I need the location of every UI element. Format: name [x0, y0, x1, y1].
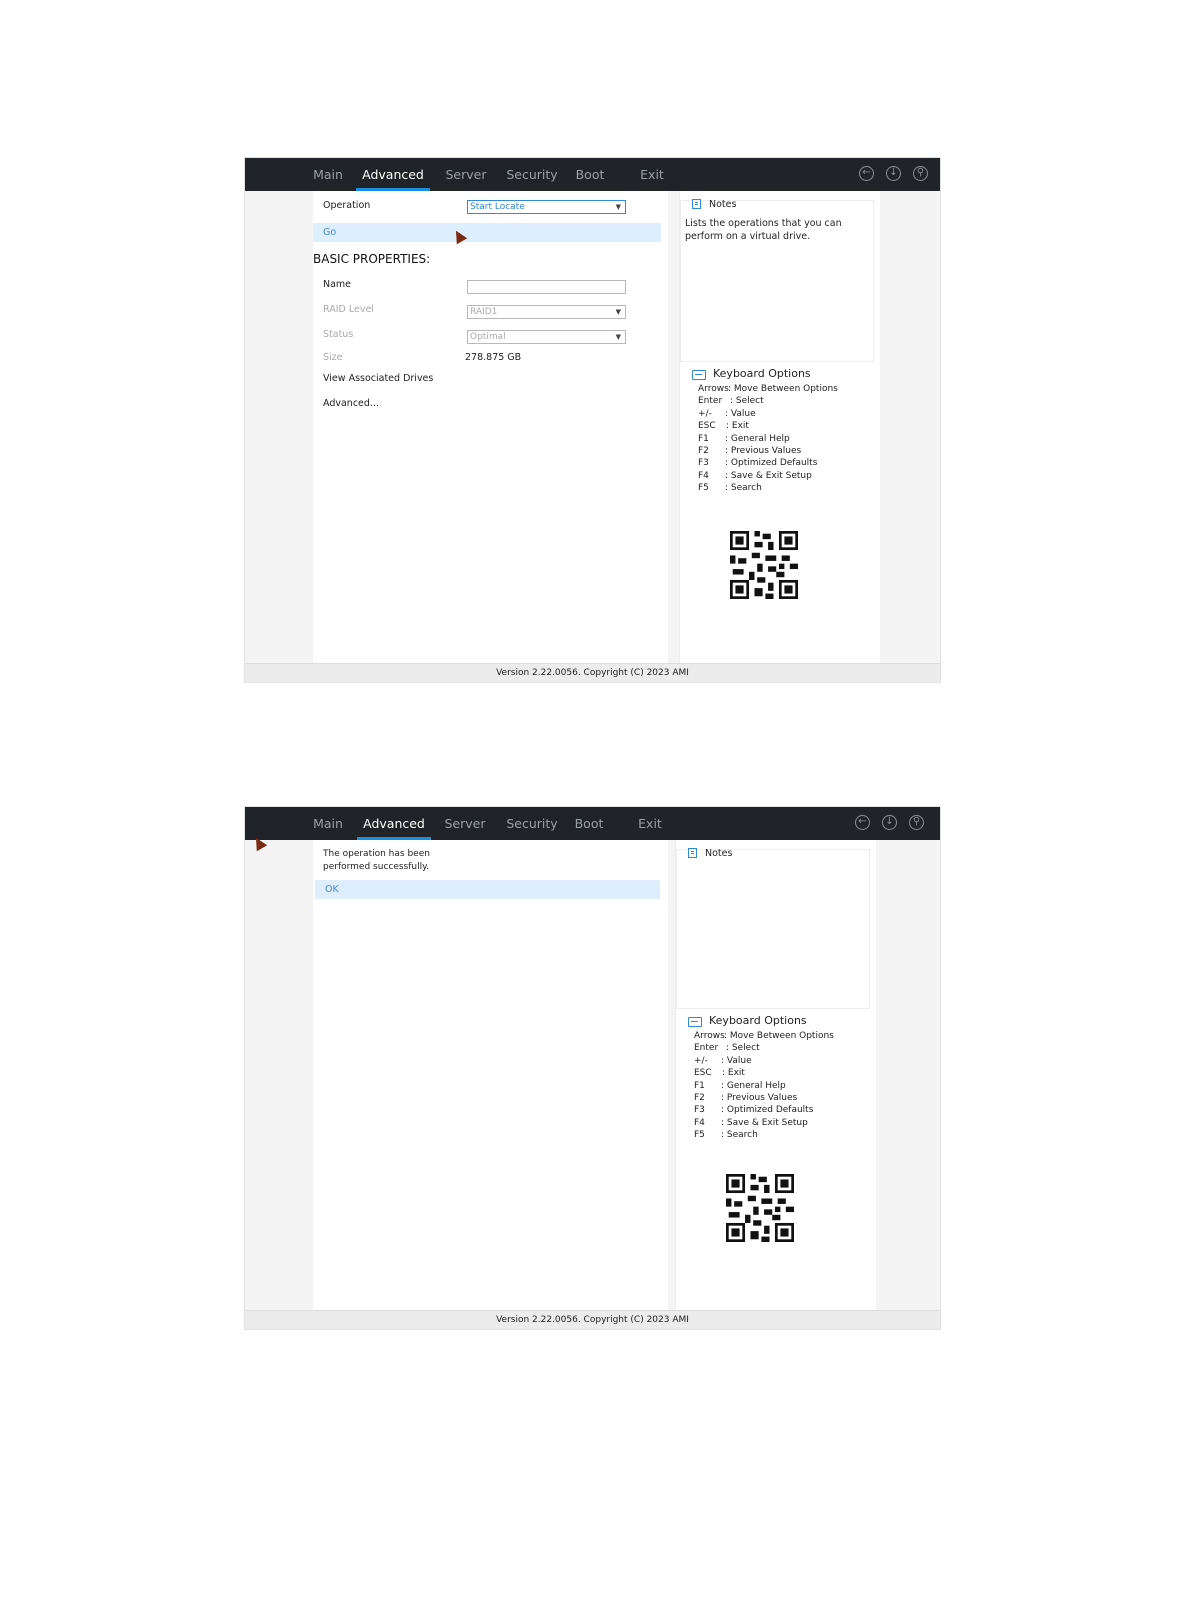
keyboard-icon — [688, 1017, 702, 1027]
notes-text: Lists the operations that you can perform on a virtual drive. — [685, 218, 842, 242]
ok-row[interactable] — [315, 880, 660, 899]
name-label: Name — [323, 279, 352, 290]
search-icon[interactable]: ⚲ — [913, 166, 928, 181]
menu-exit[interactable]: Exit — [640, 167, 664, 182]
menu-main[interactable]: Main — [313, 167, 343, 182]
menu-security[interactable]: Security — [506, 167, 558, 182]
menu-advanced[interactable]: Advanced — [357, 807, 431, 840]
status-label: Status — [323, 329, 354, 340]
save-icon[interactable]: ↓ — [886, 166, 901, 181]
version-footer: Version 2.22.0056. Copyright (C) 2023 AMI — [245, 663, 940, 682]
operation-result-message: The operation has been performed successfully. — [323, 849, 430, 872]
top-menu-bar — [245, 807, 940, 840]
menu-exit[interactable]: Exit — [638, 816, 662, 831]
menu-server[interactable]: Server — [444, 816, 486, 831]
chevron-down-icon: ▼ — [615, 203, 621, 211]
notes-title: Notes — [705, 848, 733, 859]
search-icon[interactable]: ⚲ — [909, 815, 924, 830]
raid-level-label: RAID Level — [323, 304, 374, 315]
notes-title: Notes — [709, 199, 737, 210]
keyboard-options-title: Keyboard Options — [713, 367, 811, 380]
back-icon[interactable]: ← — [859, 166, 874, 181]
notes-box — [676, 849, 870, 1009]
advanced-link[interactable]: Advanced... — [323, 398, 379, 409]
view-associated-drives-link[interactable]: View Associated Drives — [323, 373, 434, 384]
chevron-down-icon: ▼ — [615, 333, 621, 341]
size-label: Size — [323, 352, 343, 363]
menu-boot[interactable]: Boot — [575, 167, 605, 182]
keyboard-options-title: Keyboard Options — [709, 1014, 807, 1027]
status-select — [467, 330, 626, 344]
operation-value: Start Locate — [470, 202, 525, 212]
main-panel — [313, 191, 668, 664]
status-value: Optimal — [470, 332, 506, 342]
back-icon[interactable]: ← — [855, 815, 870, 830]
version-footer: Version 2.22.0056. Copyright (C) 2023 AMI — [245, 1310, 940, 1329]
raid-level-select — [467, 305, 626, 319]
qr-code-icon — [730, 531, 798, 599]
operation-select[interactable] — [467, 200, 626, 214]
bios-screen-advanced-operation — [244, 157, 941, 683]
top-menu-bar — [245, 158, 940, 191]
ok-button[interactable]: OK — [325, 884, 339, 895]
menu-advanced[interactable]: Advanced — [356, 158, 430, 191]
raid-level-value: RAID1 — [470, 307, 498, 317]
name-field[interactable] — [467, 280, 626, 294]
basic-properties-title: BASIC PROPERTIES: — [313, 252, 431, 266]
menu-security[interactable]: Security — [506, 816, 558, 831]
notes-icon — [692, 199, 701, 209]
chevron-down-icon: ▼ — [615, 308, 621, 316]
go-button[interactable]: Go — [323, 227, 337, 238]
help-panel: Notes Lists the operations that you can perform on a virtual drive. Keyboard Options Arrows : Move Between Options Enter : Select +/- : Value ESC : Exit F1 : General Help F2 : Previous Values F3 : Optimized Defaults F4 : Save & Exit Setup F5 : Search — [679, 191, 880, 664]
save-icon[interactable]: ↓ — [882, 815, 897, 830]
size-value: 278.875 GB — [465, 352, 522, 363]
menu-boot[interactable]: Boot — [574, 816, 604, 831]
go-row[interactable] — [313, 223, 661, 242]
keyboard-icon — [692, 370, 706, 380]
help-panel: Notes Keyboard Options Arrows : Move Between Options Enter : Select +/- : Value ESC : Exit F1 : General Help F2 : Previous Values F3 : Optimized Defaults F4 : Save & Exit Setup F5 : Search — [675, 840, 876, 1311]
qr-code-icon — [726, 1174, 794, 1242]
bios-screen-operation-result — [244, 806, 941, 1330]
operation-label: Operation — [323, 200, 371, 211]
menu-server[interactable]: Server — [445, 167, 487, 182]
menu-main[interactable]: Main — [313, 816, 343, 831]
main-panel — [313, 840, 668, 1311]
notes-icon — [688, 848, 697, 858]
